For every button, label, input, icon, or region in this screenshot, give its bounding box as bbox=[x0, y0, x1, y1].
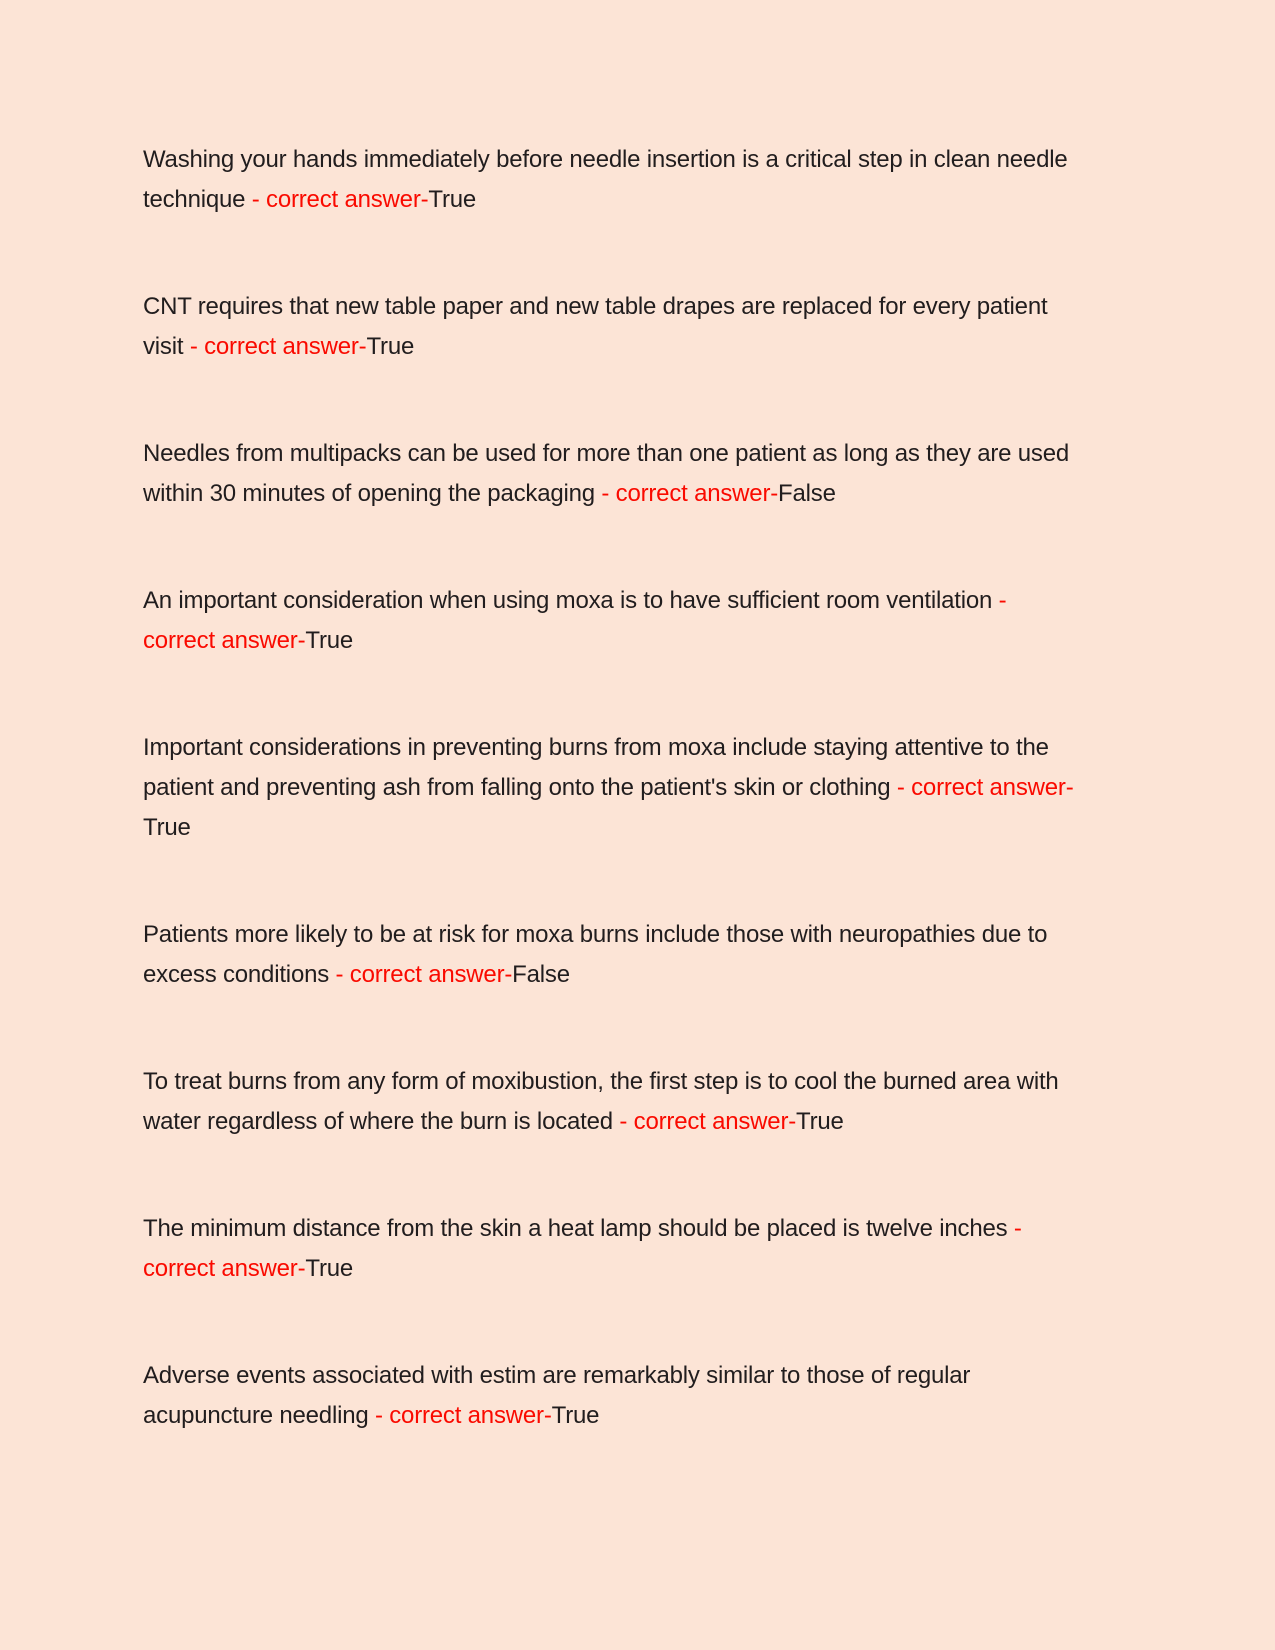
answer-value: True bbox=[143, 814, 191, 841]
correct-answer-marker: - correct answer- bbox=[335, 961, 513, 988]
correct-answer-marker: - correct answer- bbox=[143, 587, 1007, 654]
question-text: Needles from multipacks can be used for more than one patient as long as they are used within 30 minutes of opening the packaging bbox=[143, 440, 1070, 507]
qa-list bbox=[143, 140, 1083, 1503]
answer-value: True bbox=[796, 1108, 844, 1135]
correct-answer-marker: - correct answer- bbox=[896, 774, 1074, 801]
qa-item bbox=[143, 1356, 1083, 1436]
answer-value: False bbox=[778, 480, 836, 507]
qa-item bbox=[143, 140, 1083, 220]
correct-answer-marker: - correct answer- bbox=[251, 186, 429, 213]
answer-value: True bbox=[305, 1255, 354, 1282]
correct-answer-marker: - correct answer- bbox=[601, 480, 779, 507]
qa-item bbox=[143, 1062, 1083, 1142]
qa-item bbox=[143, 434, 1083, 514]
qa-item bbox=[143, 287, 1083, 367]
correct-answer-marker: - correct answer- bbox=[374, 1402, 552, 1429]
question-text: An important consideration when using moxa is to have sufficient room ventilation bbox=[143, 587, 993, 614]
answer-value: True bbox=[551, 1402, 600, 1429]
answer-value: True bbox=[305, 627, 354, 654]
qa-item bbox=[143, 728, 1083, 848]
correct-answer-marker: - correct answer- bbox=[189, 333, 367, 360]
qa-item bbox=[143, 915, 1083, 995]
question-text: Washing your hands immediately before needle insertion is a critical step in clean needle technique bbox=[143, 146, 1068, 213]
answer-value: False bbox=[512, 961, 570, 988]
question-text: Adverse events associated with estim are remarkably similar to those of regular acupuncture needling bbox=[143, 1362, 971, 1429]
question-text: Important considerations in preventing burns from moxa include staying attentive to the patient and preventing ash from falling onto the patient's skin or clothing bbox=[143, 734, 1049, 801]
question-text: Patients more likely to be at risk for moxa burns include those with neuropathies due to excess conditions bbox=[143, 921, 1048, 988]
question-text: The minimum distance from the skin a heat lamp should be placed is twelve inches bbox=[143, 1215, 1008, 1242]
qa-item bbox=[143, 1209, 1083, 1289]
correct-answer-marker: - correct answer- bbox=[619, 1108, 797, 1135]
answer-value: True bbox=[428, 186, 477, 213]
answer-value: True bbox=[366, 333, 415, 360]
correct-answer-marker: - correct answer- bbox=[143, 1215, 1022, 1282]
qa-item bbox=[143, 581, 1083, 661]
question-text: To treat burns from any form of moxibustion, the first step is to cool the burned area with water regardless of where the burn is located bbox=[143, 1068, 1059, 1135]
question-text: CNT requires that new table paper and new table drapes are replaced for every patient visit bbox=[143, 293, 1048, 360]
